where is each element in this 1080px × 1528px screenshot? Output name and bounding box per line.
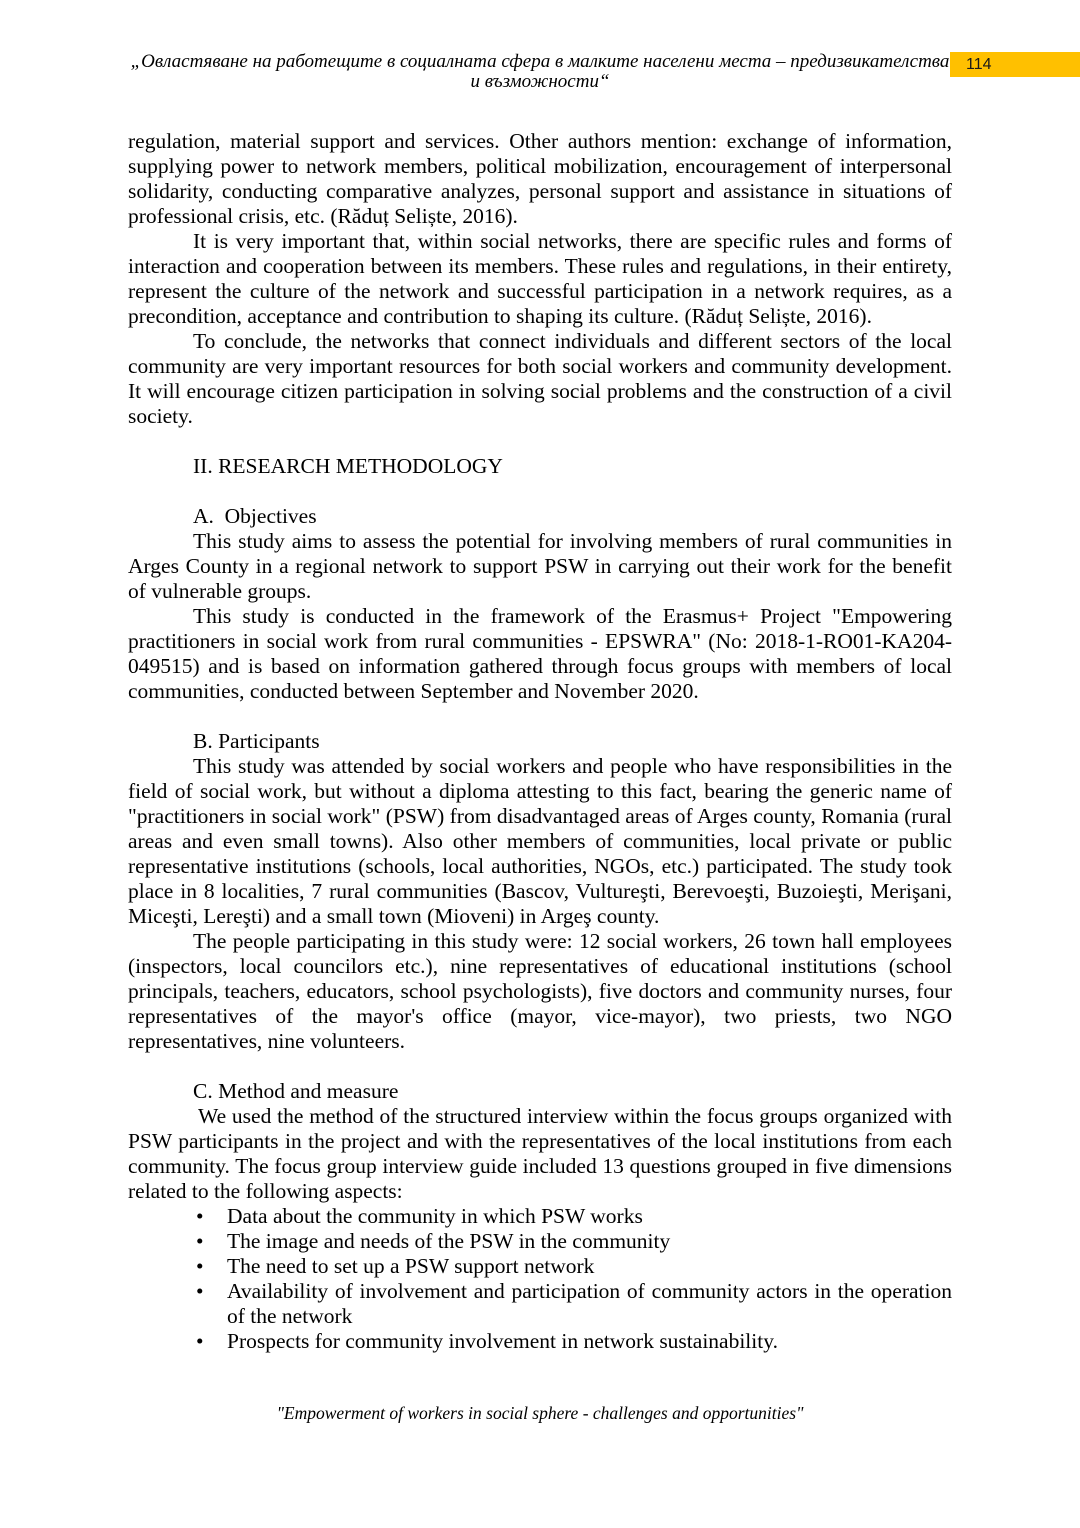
text-line: This study aims to assess the potential for involving members of rural communities in	[193, 529, 952, 553]
running-title-line: „Овластяване на работещите в социалната сфера в малките населени места – предизвикателства	[130, 51, 950, 72]
text-line: precondition, acceptance and contribution to shaping its culture. (Răduț Seliște, 2016).	[128, 304, 872, 328]
page-number-badge	[950, 52, 1080, 77]
running-title-line: и възможности“	[470, 71, 610, 92]
text-line: regulation, material support and services. Other authors mention: exchange of information,	[128, 129, 952, 153]
text-line: The people participating in this study were: 12 social workers, 26 town hall employees	[193, 929, 952, 953]
subsection-heading-method: C. Method and measure	[193, 1079, 399, 1103]
subsection-heading-participants: B. Participants	[193, 729, 320, 753]
text-line: professional crisis, etc. (Răduț Seliște, 2016).	[128, 204, 518, 228]
text-line: representatives, nine volunteers.	[128, 1029, 406, 1053]
list-item	[128, 1279, 952, 1329]
paragraph-participants-list	[128, 929, 952, 1054]
text-line: field of social work, but without a diploma attesting to this fact, bearing the generic name of	[128, 779, 952, 803]
text-line: • Prospects for community involvement in network sustainability.	[227, 1329, 778, 1353]
text-line: This study was attended by social workers and people who have responsibilities in the	[193, 754, 952, 778]
list-item	[128, 1204, 952, 1229]
text-line: • Data about the community in which PSW works	[227, 1204, 643, 1228]
text-line: place in 8 localities, 7 rural communities (Bascov, Vultureşti, Berevoeşti, Buzoieşti, Merişani,	[128, 879, 952, 903]
text-line: This study is conducted in the framework of the Erasmus+ Project "Empowering	[193, 604, 952, 628]
text-line: society.	[128, 404, 193, 428]
text-line: PSW participants in the project and with the representatives of the local institutions from each	[128, 1129, 952, 1153]
text-line: supplying power to network members, political mobilization, encouragement of interpersonal	[128, 154, 952, 178]
text-line: representative institutions (schools, local authorities, NGOs, etc.) participated. The study took	[128, 854, 952, 878]
text-line: areas and even small towns). Also other members of communities, local private or public	[128, 829, 952, 853]
text-line: 049515) and is based on information gathered through focus groups with members of local	[128, 654, 952, 678]
text-line: It is very important that, within social networks, there are specific rules and forms of	[193, 229, 952, 253]
list-item	[128, 1229, 952, 1254]
text-line: community. The focus group interview guide included 13 questions grouped in five dimensions	[128, 1154, 952, 1178]
text-line: (inspectors, local councilors etc.), nine representatives of educational institutions (school	[128, 954, 952, 978]
text-line: Miceşti, Lereşti) and a small town (Mioveni) in Argeş county.	[128, 904, 660, 928]
text-line: • The image and needs of the PSW in the community	[227, 1229, 671, 1253]
text-line: We used the method of the structured interview within the focus groups organized with	[198, 1104, 952, 1128]
text-line: • The need to set up a PSW support network	[227, 1254, 595, 1278]
paragraph-spacer	[128, 1054, 952, 1079]
text-line: To conclude, the networks that connect individuals and different sectors of the local	[193, 329, 952, 353]
paragraph-participants-description	[128, 754, 952, 929]
paragraph-spacer	[128, 704, 952, 729]
page-number: 114	[966, 56, 992, 73]
aspects-bullet-list	[128, 1204, 952, 1354]
section-heading-research-methodology: II. RESEARCH METHODOLOGY	[193, 454, 503, 478]
text-line: related to the following aspects:	[128, 1179, 403, 1203]
paragraph-spacer	[128, 479, 952, 504]
text-line: representatives of the mayor's office (mayor, vice-mayor), two priests, two NGO	[128, 1004, 952, 1028]
paragraph-network-functions	[128, 129, 952, 229]
text-line: of the network	[227, 1304, 353, 1328]
paragraph-study-aim	[128, 529, 952, 604]
paragraph-method-description	[128, 1104, 952, 1204]
text-line: of vulnerable groups.	[128, 579, 312, 603]
list-item	[128, 1254, 952, 1279]
list-item	[128, 1329, 952, 1354]
text-line: represent the culture of the network and successful participation in a network requires, as a	[128, 279, 952, 303]
text-line: "practitioners in social work" (PSW) from disadvantaged areas of Arges county, Romania (rural	[128, 804, 952, 828]
text-line: community are very important resources for both social workers and community development.	[128, 354, 952, 378]
paragraph-network-culture	[128, 229, 952, 329]
running-footer: "Empowerment of workers in social sphere - challenges and opportunities"	[276, 1403, 804, 1423]
text-line: Arges County in a regional network to support PSW in carrying out their work for the benefit	[128, 554, 952, 578]
subsection-heading-objectives: A. Objectives	[193, 504, 317, 528]
text-line: • Availability of involvement and participation of community actors in the operation	[227, 1279, 952, 1303]
text-line: It will encourage citizen participation in solving social problems and the construction of a civil	[128, 379, 952, 403]
paragraph-spacer	[128, 429, 952, 454]
text-line: solidarity, conducting comparative analyzes, personal support and assistance in situations of	[128, 179, 952, 203]
text-line: practitioners in social work from rural communities - EPSWRA" (No: 2018-1-RO01-KA204-	[128, 629, 952, 653]
text-line: interaction and cooperation between its members. These rules and regulations, in their entirety,	[128, 254, 952, 278]
paragraph-conclusion	[128, 329, 952, 429]
running-header	[128, 52, 952, 92]
text-line: communities, conducted between September and November 2020.	[128, 679, 699, 703]
page-body	[128, 129, 952, 1354]
text-line: principals, teachers, educators, school psychologists), five doctors and community nurses, four	[128, 979, 952, 1003]
paragraph-project-framework	[128, 604, 952, 704]
